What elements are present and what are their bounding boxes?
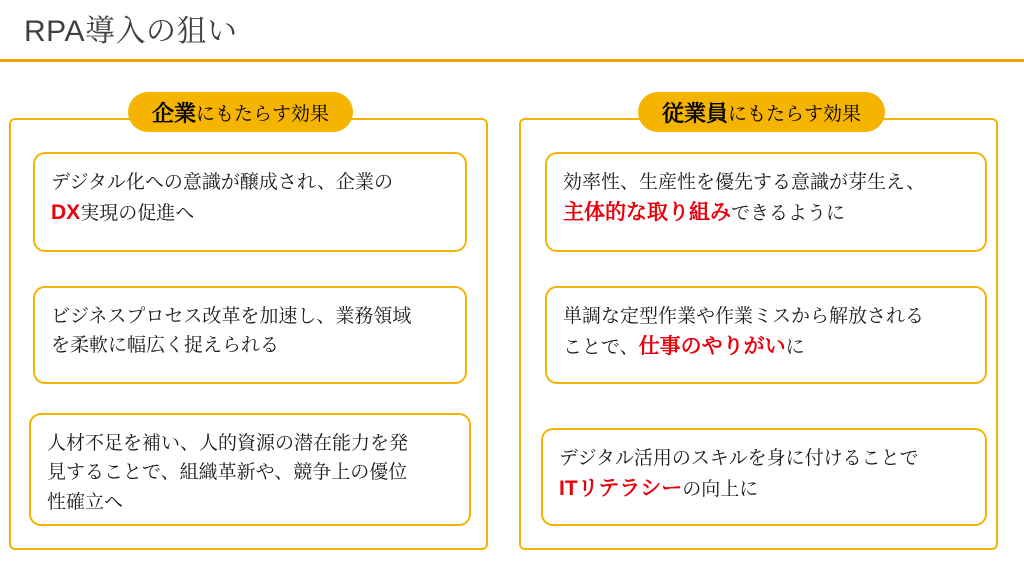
column-employee-heading-normal: にもたらす効果 bbox=[728, 103, 862, 125]
card-highlight: 主体的な取り組み bbox=[563, 201, 731, 225]
card-line bbox=[563, 302, 969, 331]
card-text: デジタル化への意識が醸成され、企業の bbox=[51, 172, 394, 193]
card-text: 性確立へ bbox=[47, 491, 124, 513]
card-line bbox=[47, 458, 453, 487]
card-highlight: DX bbox=[51, 201, 81, 225]
card-text: デジタル活用のスキルを身に付けることで bbox=[559, 448, 919, 469]
title-divider-accent bbox=[0, 59, 1024, 62]
card-highlight: ITリテラシー bbox=[559, 477, 683, 501]
card-talent bbox=[29, 413, 471, 526]
card-line bbox=[51, 331, 449, 360]
column-enterprise-heading-normal: にもたらす効果 bbox=[196, 103, 330, 125]
column-enterprise-heading bbox=[128, 92, 353, 132]
page-title: RPA導入の狙い bbox=[24, 15, 238, 48]
column-employee-heading bbox=[638, 92, 885, 132]
card-line bbox=[47, 429, 453, 458]
card-text: に bbox=[785, 337, 805, 359]
card-line bbox=[563, 331, 969, 364]
card-text: ことで、 bbox=[563, 337, 639, 359]
card-line bbox=[563, 168, 969, 197]
card-text: の向上に bbox=[682, 479, 759, 501]
card-text: 見することで、組織革新や、競争上の優位 bbox=[47, 462, 408, 484]
card-line bbox=[563, 197, 969, 230]
card-text: ビジネスプロセス改革を加速し、業務領域 bbox=[51, 306, 412, 327]
card-line bbox=[51, 168, 449, 197]
card-line bbox=[51, 197, 449, 230]
card-literacy bbox=[541, 428, 987, 526]
card-process bbox=[33, 286, 467, 384]
card-line bbox=[51, 302, 449, 331]
card-highlight: 仕事のやりがい bbox=[638, 335, 786, 359]
column-enterprise-heading-strong: 企業 bbox=[152, 100, 197, 126]
card-text: 実現の促進へ bbox=[80, 203, 195, 225]
card-text: 単調な定型作業や作業ミスから解放される bbox=[563, 306, 925, 327]
card-text: 人材不足を補い、人的資源の潜在能力を発 bbox=[47, 433, 409, 454]
card-worth bbox=[545, 286, 987, 384]
card-dx bbox=[33, 152, 467, 252]
card-text: できるように bbox=[731, 203, 846, 225]
card-line bbox=[47, 488, 453, 517]
card-line bbox=[559, 473, 969, 506]
card-line bbox=[559, 444, 969, 473]
title-divider bbox=[0, 59, 1024, 62]
slide-header bbox=[0, 0, 1024, 60]
card-text: 効率性、生産性を優先する意識が芽生え、 bbox=[563, 172, 926, 193]
column-employee-heading-strong: 従業員 bbox=[662, 100, 729, 126]
card-text: を柔軟に幅広く捉えられる bbox=[51, 335, 280, 357]
card-initiative bbox=[545, 152, 987, 252]
